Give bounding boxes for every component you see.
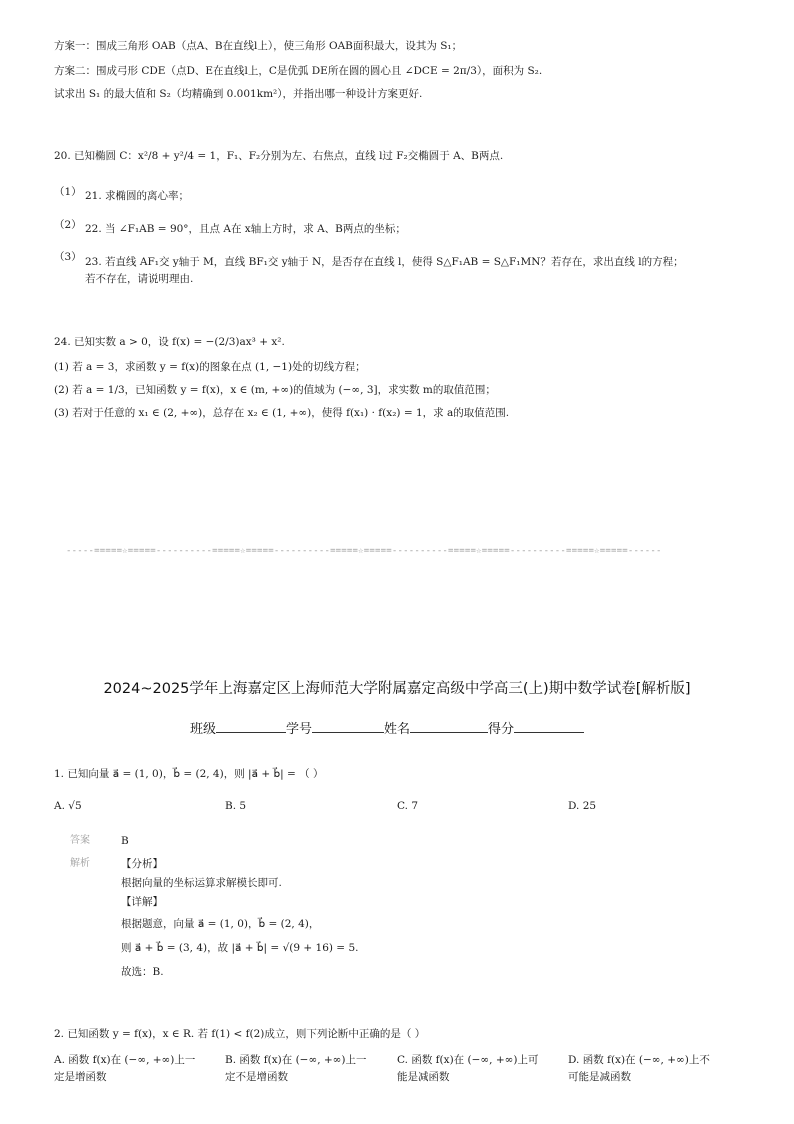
page-separator: -----=====☆=====----------=====☆=====----------=====☆=====----------=====☆=====----------=====☆=====------ (66, 546, 662, 556)
student-id-blank[interactable] (312, 720, 384, 733)
q1-analysis-line-5: 则 a⃗ + b⃗ = (3, 4)，故 |a⃗ + b⃗| = √(9 + 16) = 5. (121, 942, 359, 954)
plan-question-text: 试求出 S₁ 的最大值和 S₂（均精确到 0.001km²），并指出哪一种设计方案更好. (54, 88, 423, 100)
score-label: 得分 (488, 722, 515, 737)
plan-two-text: 方案二：围成弓形 CDE（点D、E在直线l上，C是优弧 DE所在圆的圆心且 ∠DCE = 2π/3），面积为 S₂. (54, 65, 543, 77)
q2-option-a: A. 函数 f(x)在 (−∞, +∞)上一定是增函数 (54, 1054, 196, 1083)
q20-part2-text: 22. 当 ∠F₁AB = 90°，且点 A在 x轴上方时，求 A、B两点的坐标； (85, 223, 406, 235)
q20-part3-text-continued: 若不存在，请说明理由. (85, 273, 194, 285)
q24-part1: (1) 若 a = 3，求函数 y = f(x)的图象在点 (1, −1)处的切线方程； (54, 361, 366, 373)
q1-analysis-line-3: 【详解】 (121, 896, 163, 908)
q2-stem: 2. 已知函数 y = f(x)，x ∈ R. 若 f(1) < f(2)成立，则下列论断中正确的是（ ） (54, 1028, 426, 1040)
q20-part2-number: （2） (54, 219, 82, 231)
student-info-line (190, 718, 584, 737)
q20-part1-number: （1） (54, 186, 82, 198)
q20-part1-text: 21. 求椭圆的离心率； (85, 190, 190, 202)
q1-analysis-line-2: 根据向量的坐标运算求解模长即可. (121, 877, 282, 889)
q24-stem: 24. 已知实数 a > 0，设 f(x) = −(2/3)ax³ + x². (54, 336, 285, 348)
q1-option-a: A. √5 (54, 800, 82, 812)
q20-part3-number: （3） (54, 251, 82, 263)
q1-stem: 1. 已知向量 a⃗ = (1, 0)，b⃗ = (2, 4)，则 |a⃗ + b⃗| = （ ） (54, 768, 324, 780)
q2-option-b: B. 函数 f(x)在 (−∞, +∞)上一定不是增函数 (225, 1054, 367, 1083)
q1-option-c: C. 7 (397, 800, 419, 812)
q1-analysis-label: 解析 (70, 858, 90, 869)
name-blank[interactable] (410, 720, 488, 733)
q1-analysis-line-6: 故选：B. (121, 966, 164, 978)
q1-analysis-line-1: 【分析】 (121, 858, 163, 870)
q1-option-b: B. 5 (225, 800, 247, 812)
q20-stem: 20. 已知椭圆 C：x²/8 + y²/4 = 1，F₁、F₂分别为左、右焦点，直线 l过 F₂交椭圆于 A、B两点. (54, 150, 504, 162)
name-label: 姓名 (384, 722, 411, 737)
student-id-label: 学号 (286, 722, 313, 737)
score-blank[interactable] (514, 720, 584, 733)
q24-part2: (2) 若 a = 1/3，已知函数 y = f(x)，x ∈ (m, +∞)的值域为 (−∞, 3]，求实数 m的取值范围； (54, 384, 496, 396)
exam-title: 2024~2025学年上海嘉定区上海师范大学附属嘉定高级中学高三(上)期中数学试卷[解析版] (103, 681, 691, 697)
q1-option-d: D. 25 (568, 800, 597, 812)
q1-answer-value: B (121, 835, 129, 847)
q2-option-d: D. 函数 f(x)在 (−∞, +∞)上不可能是减函数 (568, 1054, 710, 1083)
q1-analysis-line-4: 根据题意，向量 a⃗ = (1, 0)，b⃗ = (2, 4)， (121, 918, 320, 930)
class-blank[interactable] (216, 720, 286, 733)
plan-one-text: 方案一：围成三角形 OAB（点A、B在直线l上），使三角形 OAB面积最大，设其为 S₁； (54, 40, 463, 52)
q20-part3-text: 23. 若直线 AF₁交 y轴于 M，直线 BF₁交 y轴于 N，是否存在直线 l，使得 S△F₁AB = S△F₁MN？若存在，求出直线 l的方程； (85, 256, 684, 268)
q24-part3: (3) 若对于任意的 x₁ ∈ (2, +∞)，总存在 x₂ ∈ (1, +∞)，使得 f(x₁) · f(x₂) = 1，求 a的取值范围. (54, 407, 510, 419)
q1-answer-label: 答案 (70, 835, 90, 846)
q2-option-c: C. 函数 f(x)在 (−∞, +∞)上可能是减函数 (397, 1054, 539, 1083)
class-label: 班级 (190, 722, 217, 737)
